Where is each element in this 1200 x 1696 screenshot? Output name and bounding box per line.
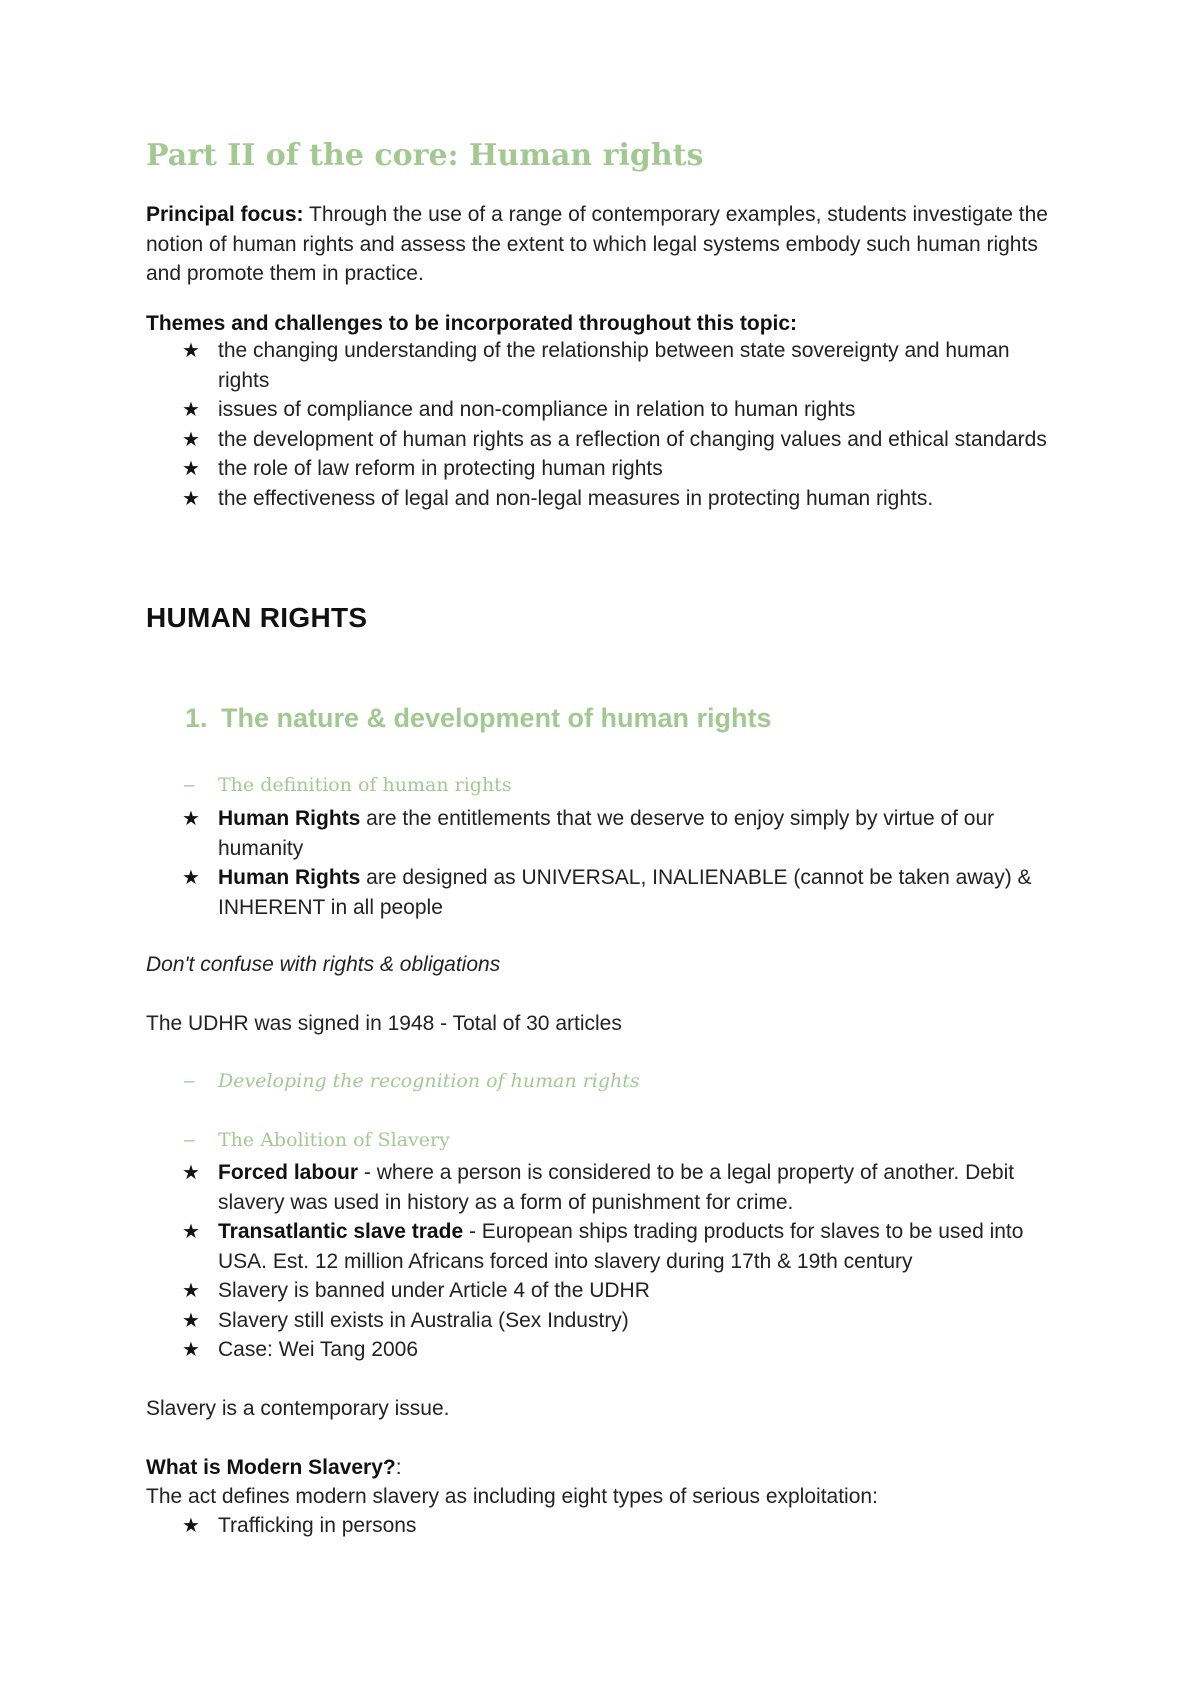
list-item	[146, 484, 1066, 514]
list-item	[146, 454, 1066, 484]
list-item	[146, 395, 1066, 425]
star-bullet-icon: ★	[182, 1307, 200, 1332]
list-item-text: Slavery still exists in Australia (Sex Industry)	[218, 1308, 629, 1332]
principal-focus-text: Through the use of a range of contemporary examples, students investigate the notion of human rights and assess the extent to which legal systems embody such human rights and promote them in practice.	[146, 203, 1048, 285]
star-bullet-icon: ★	[182, 456, 200, 480]
definition-heading	[184, 774, 512, 797]
list-item-bold: Human Rights	[218, 866, 361, 889]
italic-note: Don't confuse with rights & obligations	[146, 953, 501, 976]
subsection-heading	[185, 703, 772, 734]
themes-heading: Themes and challenges to be incorporated throughout this topic:	[146, 312, 798, 335]
list-item-text: are designed as UNIVERSAL, INALIENABLE (cannot be taken away) & INHERENT in all people	[218, 866, 1032, 919]
star-bullet-icon: ★	[182, 397, 200, 421]
star-bullet-icon: ★	[182, 806, 200, 830]
star-bullet-icon: ★	[182, 1513, 200, 1537]
principal-focus	[146, 200, 1066, 289]
abolition-list	[146, 1158, 1066, 1365]
list-item-text: Case: Wei Tang 2006	[218, 1338, 419, 1361]
modern-list	[146, 1511, 1066, 1541]
modern-definition: The act defines modern slavery as including eight types of serious exploitation:	[146, 1485, 878, 1508]
list-item	[146, 1511, 1066, 1541]
list-item-text: the development of human rights as a reflection of changing values and ethical standards	[218, 427, 1047, 451]
list-item-text: the effectiveness of legal and non-legal measures in protecting human rights.	[218, 486, 934, 510]
abolition-heading-text: The Abolition of Slavery	[218, 1129, 450, 1151]
star-bullet-icon: ★	[182, 338, 200, 362]
principal-focus-label: Principal focus:	[146, 203, 304, 226]
list-item-text: - where a person is considered to be a legal property of another. Debit slavery was used in history as a form of punishment for crime.	[218, 1161, 1015, 1214]
udhr-note: The UDHR was signed in 1948 - Total of 30 articles	[146, 1012, 622, 1035]
list-item	[146, 1158, 1066, 1217]
modern-question-colon: :	[395, 1456, 402, 1479]
star-bullet-icon: ★	[182, 1337, 200, 1361]
list-item	[146, 336, 1066, 395]
list-item-bold: Human Rights	[218, 807, 361, 830]
subsection-title: The nature & development of human rights	[221, 703, 772, 733]
developing-heading	[184, 1070, 640, 1093]
list-item-text: issues of compliance and non-compliance in relation to human rights	[218, 398, 856, 421]
star-bullet-icon: ★	[182, 485, 200, 510]
modern-question-label: What is Modern Slavery?	[146, 1456, 396, 1479]
abolition-heading	[184, 1129, 450, 1152]
dash-bullet-icon: –	[184, 1130, 195, 1151]
list-item	[146, 863, 1066, 922]
list-item	[146, 1276, 1066, 1306]
list-item-text: are the entitlements that we deserve to enjoy simply by virtue of our humanity	[218, 807, 995, 860]
modern-question	[146, 1453, 1066, 1483]
star-bullet-icon: ★	[182, 1219, 200, 1243]
list-item-text: the changing understanding of the relationship between state sovereignty and human rights	[218, 339, 1010, 392]
list-item	[146, 1306, 1066, 1336]
list-item-text: - European ships trading products for slaves to be used into USA. Est. 12 million Africans forced into slavery during 17th & 19th century	[218, 1220, 1024, 1273]
dash-bullet-icon: –	[184, 775, 195, 796]
contemporary-note: Slavery is a contemporary issue.	[146, 1397, 450, 1420]
star-bullet-icon: ★	[182, 865, 200, 889]
dash-bullet-icon: –	[184, 1071, 195, 1092]
star-bullet-icon: ★	[182, 1278, 200, 1302]
list-item-text: Trafficking in persons	[218, 1514, 417, 1537]
subsection-number: 1.	[185, 703, 208, 733]
page-title: Part II of the core: Human rights	[146, 138, 704, 173]
list-item-bold: Transatlantic slave trade	[218, 1220, 464, 1243]
star-bullet-icon: ★	[182, 1160, 200, 1184]
list-item	[146, 1217, 1066, 1276]
themes-list	[146, 336, 1066, 513]
list-item	[146, 1335, 1066, 1365]
developing-heading-text: Developing the recognition of human rights	[218, 1070, 640, 1092]
definition-list	[146, 804, 1066, 922]
list-item-bold: Forced labour	[218, 1161, 359, 1184]
section-heading: HUMAN RIGHTS	[146, 602, 368, 633]
list-item	[146, 425, 1066, 455]
definition-heading-text: The definition of human rights	[218, 774, 512, 796]
star-bullet-icon: ★	[182, 426, 200, 451]
list-item-text: the role of law reform in protecting human rights	[218, 457, 663, 480]
list-item-text: Slavery is banned under Article 4 of the UDHR	[218, 1279, 650, 1302]
list-item	[146, 804, 1066, 863]
